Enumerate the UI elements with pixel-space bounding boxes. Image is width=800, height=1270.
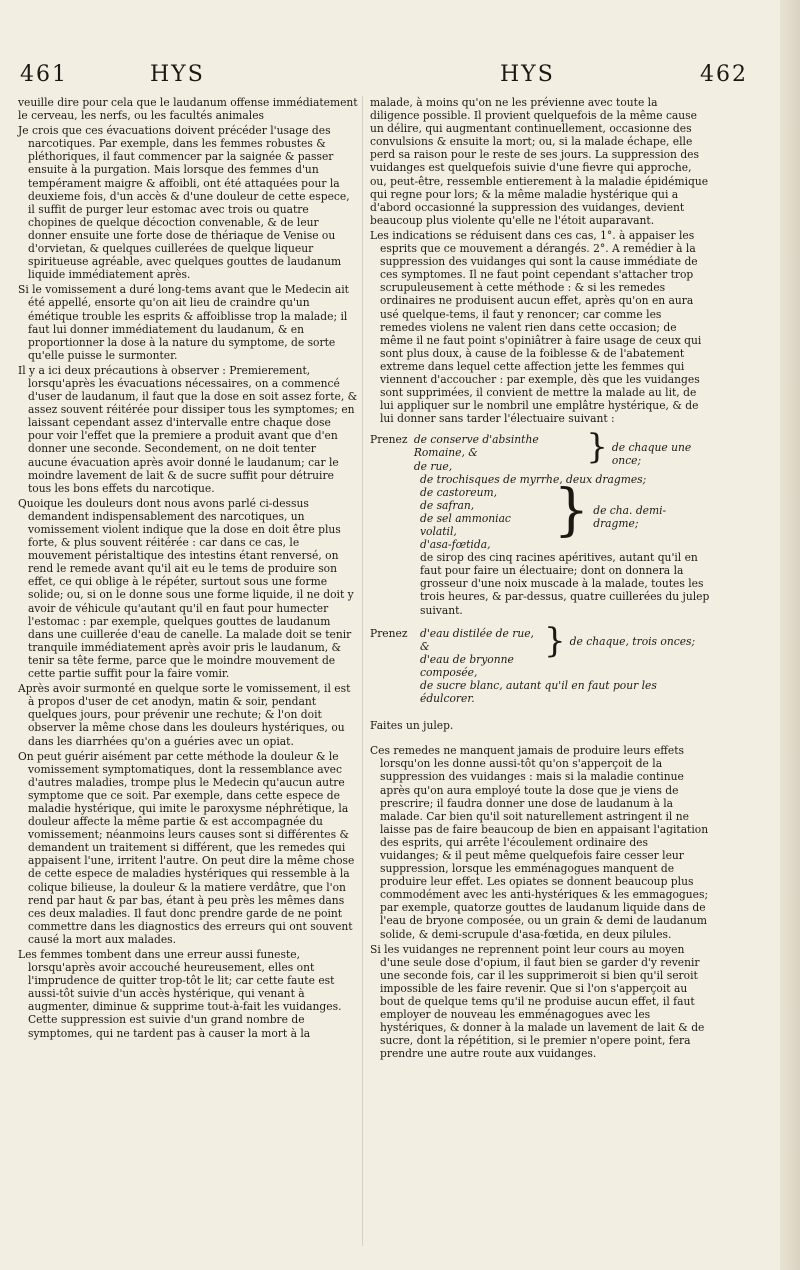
ingredient: d'eau de bryonne composée,: [420, 652, 514, 679]
recipe-prenez: Prenez: [370, 433, 408, 447]
recipe-tail: de sirop des cinq racines apéritives, autant qu'il en faut pour faire un électuaire; dont on donnera la grosseur d'une noix muscade à la malade, toutes les trois heures, & par-dessus, quatre cuillerées du julep suivant.: [420, 551, 710, 617]
ingredient: de castoreum,: [420, 485, 497, 499]
recipe-electuary: [370, 427, 710, 617]
quantity: de chaque, trois onces;: [569, 634, 696, 648]
page-edge: [780, 0, 800, 1270]
left-page-number: 461: [20, 62, 68, 87]
left-column: [18, 96, 358, 1042]
paragraph: veuille dire pour cela que le laudanum offense immédiatement le cerveau, les nerfs, ou les facultés animales: [18, 96, 358, 123]
paragraph: Je crois que ces évacuations doivent précéder l'usage des narcotiques. Par exemple, dans les femmes robustes & pléthoriques, il faut commencer par la saignée & passer ensuite à la purgation. Mais lorsque des femmes d'un tempérament maigre & affoibli, ont été attaquées pour la deuxieme fois, d'un accès & d'une douleur de cette espece, il suffit de purger leur estomac avec trois ou quatre chopines de quelque décoction convenable, & de leur donner ensuite une forte dose de thériaque de Venise ou d'orvietan, & quelques cuillerées de quelque liqueur spiritueuse agréable, avec quelques gouttes de laudanum liquide immédiatement après.: [18, 124, 350, 282]
ingredient: d'asa-fœtida,: [420, 538, 491, 552]
paragraph: Les femmes tombent dans une erreur aussi funeste, lorsqu'après avoir accouché heureusement, elles ont l'imprudence de quitter trop-tôt le lit; car cette faute est aussi-tôt suivie d'un accès hystérique, qui venant à augmenter, diminue & supprime tout-à-fait les vuidanges. Cette suppression est suivie d'un grand nombre de symptomes, qui ne tardent pas à causer la mort à la: [18, 948, 342, 1040]
recipe-julep: [370, 620, 710, 706]
recipe-tail: de sucre blanc, autant qu'il en faut pour les édulcorer.: [420, 679, 657, 706]
quantity: de cha. demi-dragme;: [593, 503, 667, 530]
ingredient: de conserve d'absinthe Romaine, &: [413, 433, 539, 460]
paragraph: malade, à moins qu'on ne les prévienne avec toute la diligence possible. Il provient quelquefois de la même cause un délire, qui augmentant continuellement, occasionne des convulsions & ensuite la mort; ou, si la malade échape, elle perd sa raison pour le reste de ses jours. La suppression des vuidanges est quelquefois suivie d'une fievre qui approche, ou, peut-être, ressemble entierement à la maladie épidémique qui regne pour lors; & la même maladie hystérique qui a d'abord occasionné la suppression des vuidanges, devient beaucoup plus violente qu'elle ne l'étoit auparavant.: [370, 96, 709, 227]
ingredient: de trochisques de myrrhe, deux dragmes;: [420, 472, 647, 486]
brace-glyph: }: [586, 427, 608, 468]
recipe-prenez: Prenez: [370, 626, 408, 640]
ingredient: de safran,: [420, 498, 475, 512]
ingredient: d'eau distilée de rue, &: [420, 626, 534, 653]
paragraph: Quoique les douleurs dont nous avons parlé ci-dessus demandent indispensablement des narcotiques, un vomissement violent indique que la dose en doit être plus forte, & plus souvent réitérée : car dans ce cas, le mouvement péristaltique des intestins étant renversé, on rend le remede avant qu'il ait eu le tems de produire son effet, ce qui oblige à le répéter, surtout sous une forme solide; ou, si on le donne sous une forme liquide, il ne doit y avoir de véhicule qu'autant qu'il en faut pour humecter l'estomac : par exemple, quelques gouttes de laudanum dans une cuillerée d'eau de canelle. La malade doit se tenir tranquile immédiatement après avoir pris le laudanum, & tenir sa tête ferme, parce que le moindre mouvement de cette partie suffit pour la faire vomir.: [18, 496, 354, 681]
right-page-number: 462: [700, 62, 748, 87]
paragraph: Si les vuidanges ne reprennent point leur cours au moyen d'une seule dose d'opium, il faut bien se garder d'y revenir une seconde fois, car il les supprimeroit si bien qu'il seroit impossible de les faire revenir. Que si l'on s'apperçoit au bout de quelque tems qu'il ne produise aucun effet, il faut employer de nouveau les emménagogues avec les hystériques, & donner à la malade un lavement de lait & de sucre, dont la répétition, si le premier n'opere point, fera prendre une autre route aux vuidanges.: [370, 942, 705, 1061]
ingredient: de rue,: [413, 459, 453, 473]
paragraph: Les indications se réduisent dans ces cas, 1°. à appaiser les esprits que ce mouvement a dérangés. 2°. A remédier à la suppression des vuidanges qui sont la cause immédiate de ces symptomes. Il ne faut point cependant s'attacher trop scrupuleusement à cette méthode : & si les remedes ordinaires ne produisent aucun effet, après qu'on en aura usé quelque-tems, il faut y renoncer; car comme les remedes violens ne valent rien dans cette occasion; de même il ne faut point s'opiniâtrer à faire usage de ceux qui sont plus doux, à cause de la foiblesse & de l'abatement extreme dans lequel cette affection jette les femmes qui viennent d'accoucher : par exemple, dès que les vuidanges sont supprimées, il convient de mettre la malade au lit, de lui appliquer sur le nombril une emplâtre hystérique, & de lui donner sans tarder l'électuaire suivant :: [370, 228, 702, 426]
brace-glyph: }: [553, 477, 590, 543]
brace-glyph: }: [544, 620, 566, 661]
left-running-head: HYS: [150, 62, 205, 87]
right-column: [370, 96, 710, 1062]
right-running-head: HYS: [500, 62, 555, 87]
ingredient: de sel ammoniac volatil,: [420, 511, 511, 538]
quantity: de chaque une once;: [611, 441, 692, 468]
paragraph: Il y a ici deux précautions à observer : Premierement, lorsqu'après les évacuations nécessaires, on a commencé d'user de laudanum, il faut que la dose en soit assez forte, & assez souvent réitérée pour dissiper tous les symptomes; en laissant cependant assez d'intervalle entre chaque dose pour voir l'effet que la premiere a produit avant que d'en donner une seconde. Secondement, on ne doit tenter aucune évacuation après avoir donné le laudanum; car le moindre lavement de lait & de sucre suffit pour détruire tous les bons effets du narcotique.: [18, 363, 358, 495]
paragraph: Ces remedes ne manquent jamais de produire leurs effets lorsqu'on les donne aussi-tôt qu'on s'apperçoit de la suppression des vuidanges : mais si la maladie continue après qu'on aura employé toute la dose que je viens de prescrire; il faudra donner une dose de laudanum à la malade. Car bien qu'il soit naturellement astringent il ne laisse pas de faire beaucoup de bien en appaisant l'agitation des esprits, qui arrête l'écoulement ordinaire des vuidanges; & il peut même quelquefois faire cesser leur suppression, lorsque les emménagogues manquent de produire leur effet. Les opiates se donnent beaucoup plus commodément avec les anti-hystériques & les emmagogues; par exemple, quatorze gouttes de laudanum liquide dans de l'eau de bryone composée, ou un grain & demi de laudanum solide, & demi-scrupule d'asa-fœtida, en deux pilules.: [370, 744, 709, 941]
column-gutter: [362, 96, 363, 1246]
paragraph: On peut guérir aisément par cette méthode la douleur & le vomissement symptomatiques, dont la ressemblance avec d'autres maladies, trompe plus le Medecin qu'aucun autre symptome que ce soit. Par exemple, dans cette espece de maladie hystérique, qui imite le paroxysme néphrétique, la douleur affecte la même partie & est accompagnée du vomissement; néanmoins leurs causes sont si différentes & demandent un traitement si différent, que les remedes qui appaisent l'une, irritent l'autre. On peut dire la même chose de cette espece de maladies hystériques qui ressemble à la colique bilieuse, la douleur & la matiere verdâtre, que l'on rend par haut & par bas, étant à peu près les mêmes dans ces deux maladies. Il faut donc prendre garde de ne point commettre dans les diagnostics des erreurs qui ont souvent causé la mort aux malades.: [18, 749, 355, 946]
paragraph: Si le vomissement a duré long-tems avant que le Medecin ait été appellé, ensorte qu'on ait lieu de craindre qu'un émétique trouble les esprits & affoiblisse trop la malade; il faut lui donner immédiatement du laudanum, & en proportionner la dose à la nature du symptome, de sorte qu'elle puisse le surmonter.: [18, 283, 349, 362]
julep-instruction: Faites un julep.: [370, 719, 454, 733]
paragraph: Après avoir surmonté en quelque sorte le vomissement, il est à propos d'user de cet anodyn, matin & soir, pendant quelques jours, pour prévenir une rechute; & l'on doit observer la même chose dans les douleurs hystériques, ou dans les diarrhées qu'on a guéries avec un opiat.: [18, 682, 351, 748]
